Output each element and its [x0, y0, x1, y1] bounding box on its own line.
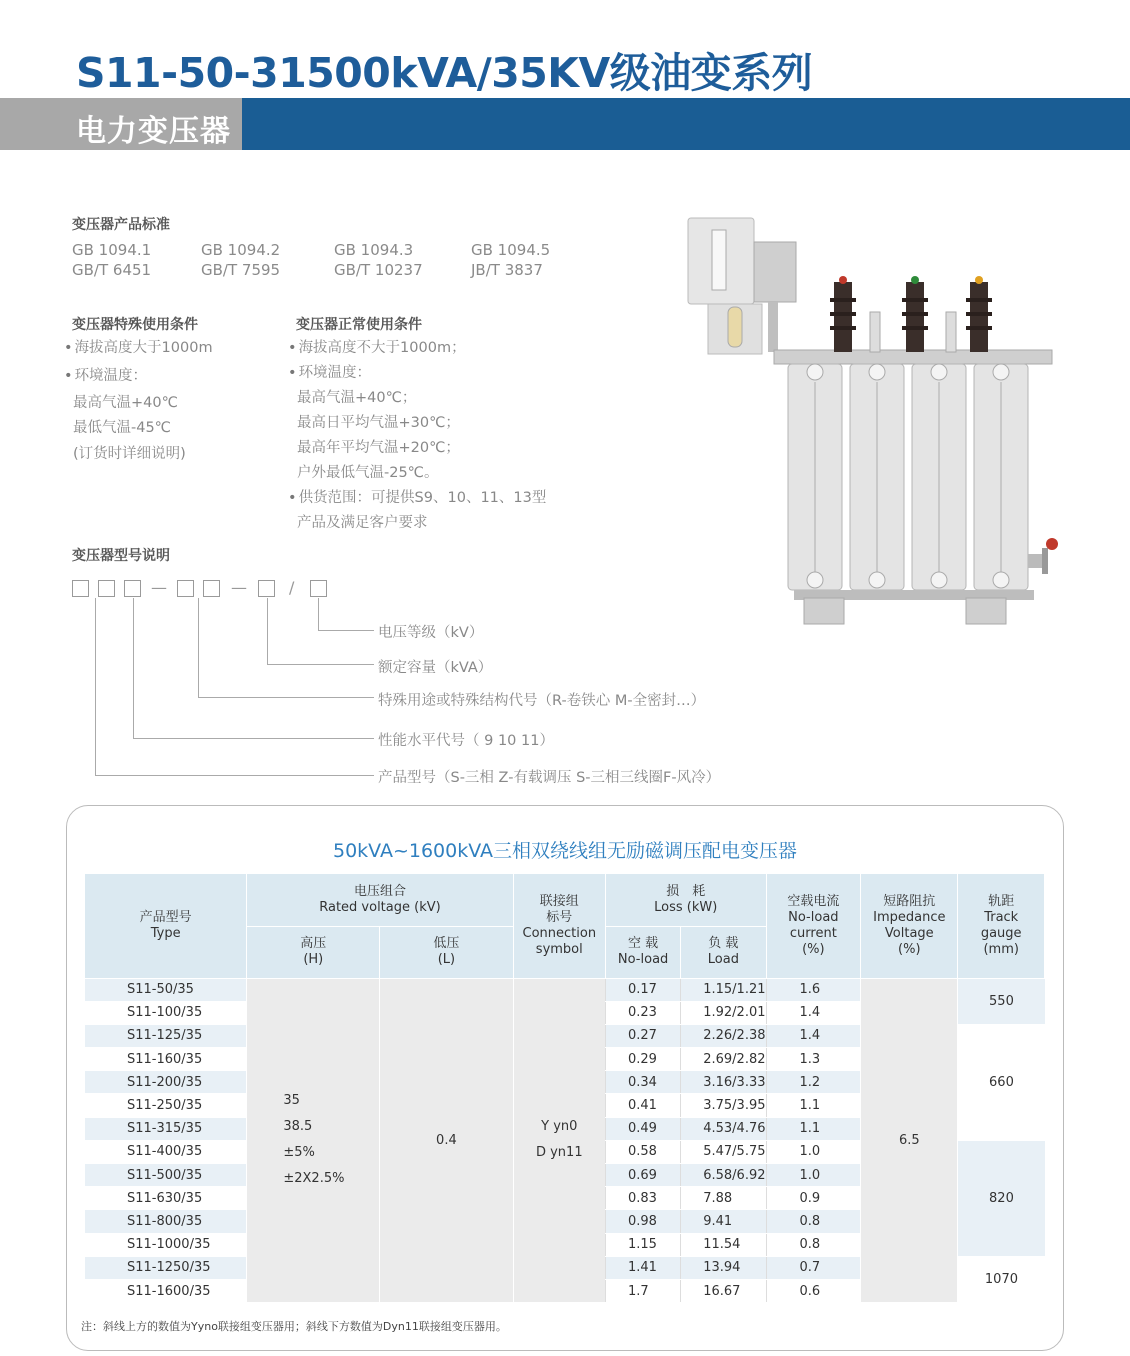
cell-load: 1.92/2.01 [681, 1001, 766, 1024]
cell-current: 1.0 [766, 1140, 861, 1163]
model-legend-item: 额定容量（kVA） [378, 660, 493, 676]
cell-current: 1.4 [766, 1001, 861, 1024]
hv-value: 35 [283, 1093, 300, 1109]
condition-line: 最高气温+40℃； [297, 390, 417, 406]
model-legend-item: 电压等级（kV） [378, 625, 484, 641]
cell-type: S11-1000/35 [85, 1233, 247, 1256]
standard-item: GB 1094.2 [201, 241, 281, 259]
cell-current: 0.9 [766, 1187, 861, 1210]
leader-line [267, 664, 374, 665]
condition-line: 最低气温-45℃ [73, 420, 171, 436]
standard-item: GB/T 6451 [72, 261, 152, 279]
table-title: 50kVA~1600kVA三相双绕线组无励磁调压配电变压器 [332, 840, 798, 862]
cell-load: 3.75/3.95 [681, 1094, 766, 1117]
normal-conditions-list [288, 336, 546, 536]
hv-bushing-1 [830, 276, 856, 352]
cell-type: S11-315/35 [85, 1117, 247, 1140]
cell-current: 1.0 [766, 1164, 861, 1187]
leader-line [95, 775, 374, 776]
transformer-illustration [684, 212, 1066, 632]
hv-values-cell [247, 978, 380, 1303]
col-connection-header: 联接组 标号 Connection symbol [513, 874, 605, 978]
leader-line [198, 598, 199, 698]
leader-line [318, 598, 319, 631]
standard-item: GB/T 7595 [201, 261, 281, 279]
model-code-box [177, 580, 194, 597]
col-lv-header: 低压 (L) [380, 926, 513, 978]
cell-noload: 1.7 [605, 1279, 680, 1302]
condition-line: 最高气温+40℃ [73, 395, 178, 411]
model-dash: — [151, 578, 167, 597]
condition-line: • 海拔高度不大于1000m； [288, 336, 546, 361]
condition-line: 户外最低气温-25℃。 [297, 465, 439, 481]
model-code-box [310, 580, 327, 597]
leader-line [133, 598, 134, 739]
condition-line: (订货时详细说明) [73, 446, 186, 462]
section-subtitle: 电力变压器 [76, 114, 231, 149]
leader-line [267, 598, 268, 665]
cell-current: 1.1 [766, 1117, 861, 1140]
gauge-cell: 1070 [958, 1256, 1045, 1302]
impedance-cell: 6.5 [861, 978, 958, 1303]
col-type-header: 产品型号 Type [85, 874, 247, 978]
cell-type: S11-125/35 [85, 1024, 247, 1047]
cell-noload: 0.83 [605, 1187, 680, 1210]
standard-item: GB 1094.5 [471, 241, 551, 259]
special-conditions-heading: 变压器特殊使用条件 [72, 317, 198, 333]
model-code-box [258, 580, 275, 597]
condition-line: • 环境温度： [288, 361, 546, 386]
leader-line [318, 630, 374, 631]
cell-noload: 1.41 [605, 1256, 680, 1279]
hv-bushing-3 [966, 276, 992, 352]
cell-load: 5.47/5.75 [681, 1140, 766, 1163]
hv-value: ±5% [283, 1145, 315, 1161]
cell-type: S11-200/35 [85, 1071, 247, 1094]
cell-current: 0.7 [766, 1256, 861, 1279]
condition-line: 最高日平均气温+30℃； [297, 415, 460, 431]
conn-value: Y yn0 [541, 1119, 578, 1135]
hv-value: 38.5 [283, 1119, 313, 1135]
col-hv-header: 高压 (H) [247, 926, 380, 978]
cell-noload: 0.29 [605, 1048, 680, 1071]
cell-current: 1.3 [766, 1048, 861, 1071]
cell-load: 9.41 [681, 1210, 766, 1233]
cell-type: S11-500/35 [85, 1164, 247, 1187]
standard-item: JB/T 3837 [471, 261, 543, 279]
table-note: 注：斜线上方的数值为Yyno联接组变压器用；斜线下方数值为Dyn11联接组变压器用。 [81, 1320, 507, 1333]
gauge-cell: 660 [958, 1024, 1045, 1140]
model-slash: / [289, 578, 295, 597]
cell-noload: 0.17 [605, 978, 680, 1001]
cell-load: 3.16/3.33 [681, 1071, 766, 1094]
cell-type: S11-1600/35 [85, 1279, 247, 1302]
cell-current: 0.8 [766, 1233, 861, 1256]
standards-heading: 变压器产品标准 [72, 217, 170, 233]
cell-noload: 0.34 [605, 1071, 680, 1094]
cell-type: S11-1250/35 [85, 1256, 247, 1279]
table-row [85, 978, 1045, 1001]
hv-bushing-2 [902, 276, 928, 352]
cell-noload: 0.23 [605, 1001, 680, 1024]
gauge-cell: 820 [958, 1140, 1045, 1256]
cell-load: 2.69/2.82 [681, 1048, 766, 1071]
cell-noload: 0.41 [605, 1094, 680, 1117]
spec-table [85, 874, 1045, 1303]
model-legend-item: 产品型号（S-三相 Z-有载调压 S-三相三线圈F-风冷） [378, 770, 721, 786]
model-legend-item: 特殊用途或特殊结构代号（R-卷铁心 M-全密封…） [378, 693, 706, 709]
cell-load: 1.15/1.21 [681, 978, 766, 1001]
standard-item: GB 1094.1 [72, 241, 152, 259]
cell-noload: 0.69 [605, 1164, 680, 1187]
cell-noload: 0.27 [605, 1024, 680, 1047]
model-legend-item: 性能水平代号（ 9 10 11） [378, 733, 554, 749]
cell-type: S11-160/35 [85, 1048, 247, 1071]
cell-type: S11-100/35 [85, 1001, 247, 1024]
cell-current: 1.6 [766, 978, 861, 1001]
cell-current: 1.1 [766, 1094, 861, 1117]
cell-type: S11-50/35 [85, 978, 247, 1001]
model-dash: — [231, 578, 247, 597]
cell-noload: 1.15 [605, 1233, 680, 1256]
condition-line: • 供货范围：可提供S9、10、11、13型 [288, 486, 546, 511]
cell-current: 1.4 [766, 1024, 861, 1047]
special-conditions-list [64, 336, 213, 467]
leader-line [95, 598, 96, 776]
cell-load: 2.26/2.38 [681, 1024, 766, 1047]
cell-type: S11-630/35 [85, 1187, 247, 1210]
cell-load: 7.88 [681, 1187, 766, 1210]
cell-type: S11-800/35 [85, 1210, 247, 1233]
cell-load: 11.54 [681, 1233, 766, 1256]
cell-load: 6.58/6.92 [681, 1164, 766, 1187]
col-impedance-header: 短路阻抗 Impedance Voltage (%) [861, 874, 958, 978]
cell-current: 0.6 [766, 1279, 861, 1302]
col-noload-header: 空 载 No-load [605, 926, 680, 978]
page-title: S11-50-31500kVA/35KV级油变系列 [76, 49, 813, 97]
conn-value: D yn11 [535, 1145, 583, 1161]
standard-item: GB/T 10237 [334, 261, 423, 279]
connection-cell [513, 978, 605, 1303]
col-load-header: 负 载 Load [681, 926, 766, 978]
condition-line: 产品及满足客户要求 [297, 515, 428, 531]
cell-noload: 0.49 [605, 1117, 680, 1140]
cell-load: 16.67 [681, 1279, 766, 1302]
band-blue-block [242, 98, 1130, 150]
col-current-header: 空载电流 No-load current (%) [766, 874, 861, 978]
hv-value: ±2X2.5% [283, 1171, 345, 1187]
cell-current: 0.8 [766, 1210, 861, 1233]
model-code-box [124, 580, 141, 597]
condition-line: 最高年平均气温+20℃； [297, 440, 460, 456]
col-voltage-header: 电压组合 Rated voltage (kV) [247, 874, 513, 926]
cell-type: S11-250/35 [85, 1094, 247, 1117]
model-code-box [72, 580, 89, 597]
col-loss-header: 损 耗 Loss (kW) [605, 874, 766, 926]
condition-line: • 海拔高度大于1000m [64, 336, 213, 361]
col-gauge-header: 轨距 Track gauge (mm) [958, 874, 1045, 978]
model-code-box [98, 580, 115, 597]
standard-item: GB 1094.3 [334, 241, 414, 259]
condition-line: • 环境温度： [64, 364, 213, 389]
gauge-cell: 550 [958, 978, 1045, 1024]
cell-noload: 0.98 [605, 1210, 680, 1233]
cell-type: S11-400/35 [85, 1140, 247, 1163]
leader-line [133, 738, 374, 739]
model-explain-heading: 变压器型号说明 [72, 548, 170, 564]
leader-line [198, 697, 374, 698]
normal-conditions-heading: 变压器正常使用条件 [296, 317, 422, 333]
cell-current: 1.2 [766, 1071, 861, 1094]
cell-load: 4.53/4.76 [681, 1117, 766, 1140]
cell-load: 13.94 [681, 1256, 766, 1279]
lv-value-cell: 0.4 [380, 978, 513, 1303]
cell-noload: 0.58 [605, 1140, 680, 1163]
spec-card [66, 805, 1064, 1351]
section-band [0, 98, 1130, 150]
model-code-box [203, 580, 220, 597]
